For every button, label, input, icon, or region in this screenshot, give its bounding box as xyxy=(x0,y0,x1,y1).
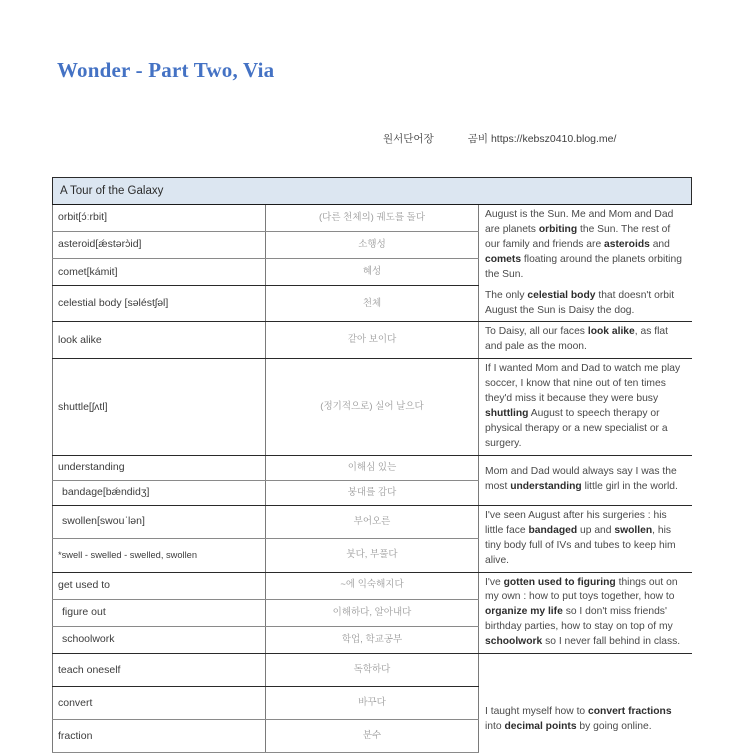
korean-cell: 같아 보이다 xyxy=(266,322,479,359)
table-row xyxy=(53,505,692,538)
keyword: decimal points xyxy=(504,720,577,732)
credit-author: 곰비 xyxy=(467,133,489,145)
sentence-text: and xyxy=(649,238,670,250)
sentence-text: up and xyxy=(577,524,615,536)
vocabulary-table xyxy=(52,177,692,753)
korean-cell: 붓다, 부풀다 xyxy=(266,539,479,572)
korean-cell: ~에 익숙해지다 xyxy=(266,572,479,599)
sentence-text: Mom and Dad would always say I was the most xyxy=(485,466,677,493)
credit-line xyxy=(383,131,616,146)
word-cell: comet[kámit] xyxy=(53,259,266,286)
sentence-cell xyxy=(479,572,692,654)
sentence-text: If I wanted Mom and Dad to watch me play soccer, I know that nine out of ten times they'd miss it because they were busy xyxy=(485,363,681,405)
korean-cell: 독학하다 xyxy=(266,654,479,687)
word-cell: orbit[ɔ́ːrbit] xyxy=(53,205,266,232)
sentence-text: that doesn't orbit August the Sun is Daisy the dog. xyxy=(485,289,675,316)
sentence-text: August to speech therapy or physical therapy or a new specialist or a surgery. xyxy=(485,408,668,449)
sentence-text: into xyxy=(485,720,505,732)
word-cell: swollen[swouˈlən] xyxy=(53,505,266,538)
korean-cell: 분수 xyxy=(266,720,479,753)
korean-cell: 소행성 xyxy=(266,232,479,259)
keyword: figuring xyxy=(577,576,616,588)
keyword: swollen xyxy=(614,524,653,536)
sentence-text: the Sun. The rest of our family and friends are xyxy=(485,223,671,250)
sentence-cell xyxy=(479,322,692,359)
table-row xyxy=(53,687,692,720)
korean-cell: 이해심 있는 xyxy=(266,455,479,480)
word-cell: get used to xyxy=(53,572,266,599)
keyword: asteroids xyxy=(604,238,650,250)
table-header-title: A Tour of the Galaxy xyxy=(53,178,692,205)
sentence-text: , as flat and pale as the moon. xyxy=(485,326,668,353)
korean-cell: 천체 xyxy=(266,286,479,322)
table-row xyxy=(53,359,692,456)
page-title: Wonder - Part Two, Via xyxy=(57,58,275,82)
table-row xyxy=(53,322,692,359)
word-cell: *swell - swelled - swelled, swollen xyxy=(53,539,266,572)
word-cell: asteroid[ǽstərɔ̀id] xyxy=(53,232,266,259)
korean-cell: 바꾸다 xyxy=(266,687,479,720)
korean-cell: (다른 천체의) 궤도를 돌다 xyxy=(266,205,479,232)
korean-cell: (정기적으로) 실어 날으다 xyxy=(266,359,479,456)
korean-cell: 붕대를 감다 xyxy=(266,480,479,505)
sentence-text: I've xyxy=(485,576,504,588)
sentence-text: little girl in the world. xyxy=(581,481,678,493)
sentence-cell xyxy=(479,455,692,505)
keyword: understanding xyxy=(510,481,582,493)
word-cell: teach oneself xyxy=(53,654,266,687)
keyword: gotten used to xyxy=(503,576,575,588)
sentence-text: The only xyxy=(485,289,528,301)
sentence-text: so I don't miss friends' birthday parties, how to stay on top of my xyxy=(485,606,673,633)
table-row xyxy=(53,654,692,687)
keyword: comets xyxy=(485,253,522,265)
word-cell: bandage[bǽndidʒ] xyxy=(53,480,266,505)
sentence-text: by going online. xyxy=(576,720,652,732)
sentence-cell xyxy=(479,687,692,753)
keyword: celestial body xyxy=(527,289,596,301)
sentence-cell xyxy=(479,286,692,322)
keyword: shuttling xyxy=(485,408,529,420)
keyword: convert fractions xyxy=(588,705,672,717)
sentence-cell-empty xyxy=(479,654,692,687)
keyword: look alike xyxy=(587,326,635,338)
sentence-cell xyxy=(479,205,692,286)
table-row xyxy=(53,205,692,232)
sentence-text: I taught myself how to xyxy=(485,705,589,717)
korean-cell: 부어오른 xyxy=(266,505,479,538)
word-cell: fraction xyxy=(53,720,266,753)
credit-label: 원서단어장 xyxy=(383,133,434,145)
word-cell: understanding xyxy=(53,455,266,480)
table-row xyxy=(53,455,692,480)
sentence-text: things out on my own : how to put toys together, how to xyxy=(485,576,678,603)
korean-cell: 혜성 xyxy=(266,259,479,286)
sentence-text: floating around the planets orbiting the Sun. xyxy=(485,253,682,280)
word-cell: convert xyxy=(53,687,266,720)
sentence-text: , his tiny body full of IVs and tubes to keep him alive. xyxy=(485,524,676,566)
keyword: organize my life xyxy=(485,606,563,618)
korean-cell: 학업, 학교공부 xyxy=(266,626,479,653)
sentence-text: I've seen August after his surgeries : his little face xyxy=(485,509,667,536)
keyword: schoolwork xyxy=(485,636,543,648)
table-row xyxy=(53,286,692,322)
sentence-text: To Daisy, all our faces xyxy=(485,326,588,338)
word-cell: figure out xyxy=(53,599,266,626)
table-row xyxy=(53,572,692,599)
sentence-text: so I never fall behind in class. xyxy=(542,636,681,648)
sentence-cell xyxy=(479,359,692,456)
keyword: orbiting xyxy=(538,223,578,235)
word-cell: celestial body [səléstʃəl] xyxy=(53,286,266,322)
credit-url: https://kebsz0410.blog.me/ xyxy=(490,133,617,145)
korean-cell: 이해하다, 알아내다 xyxy=(266,599,479,626)
sentence-cell xyxy=(479,505,692,572)
word-cell: shuttle[ʃʌtl] xyxy=(53,359,266,456)
word-cell: look alike xyxy=(53,322,266,359)
keyword: bandaged xyxy=(528,524,578,536)
table-header-row xyxy=(53,178,692,205)
word-cell: schoolwork xyxy=(53,626,266,653)
sentence-text: August is the Sun. Me and Mom and Dad are planets xyxy=(485,209,674,235)
